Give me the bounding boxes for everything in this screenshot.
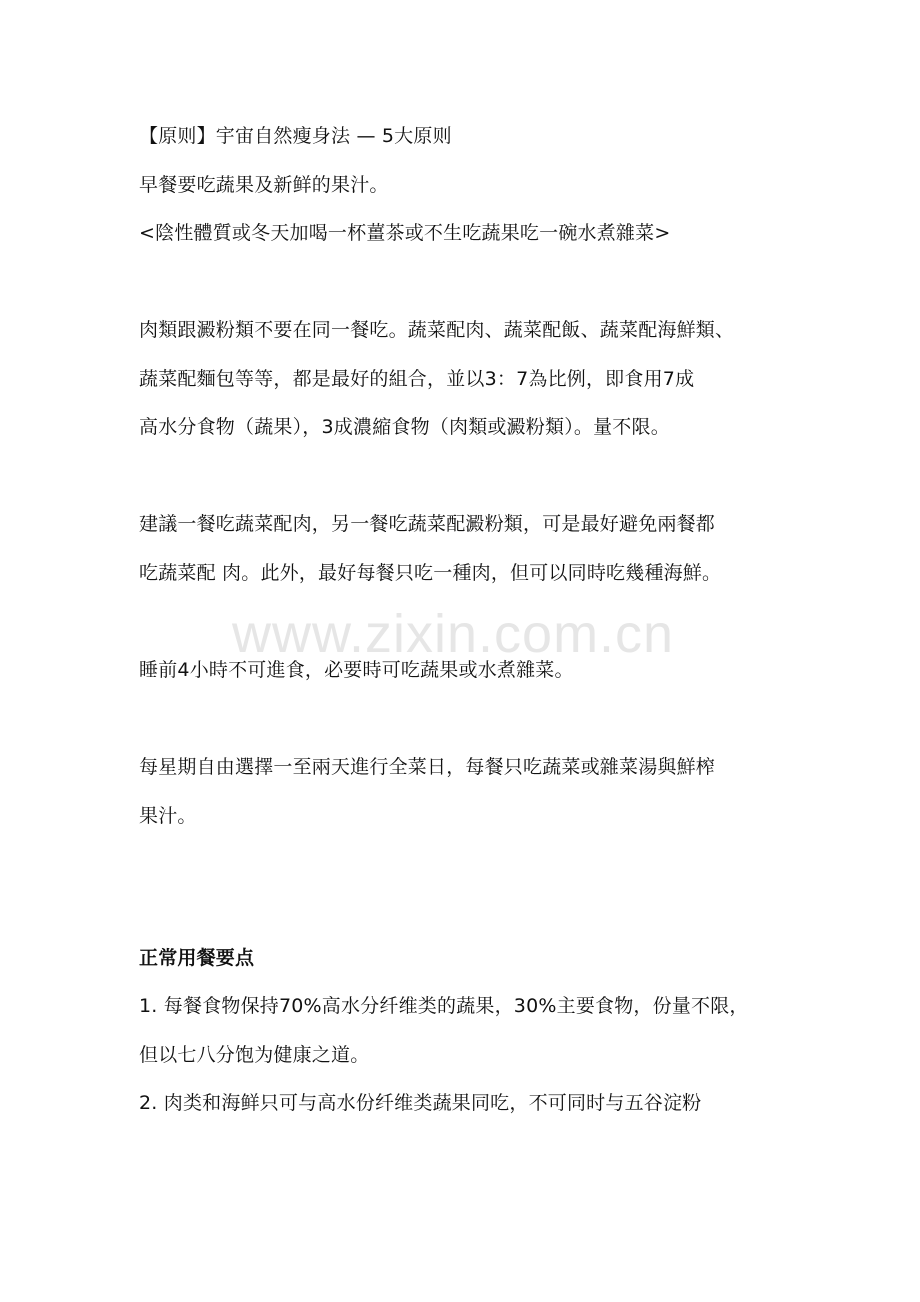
body-line: 吃蔬菜配 肉。此外，最好每餐只吃一種肉，但可以同時吃幾種海鮮。	[139, 562, 722, 584]
list-item: 2. 肉类和海鲜只可与高水份纤维类蔬果同吃，不可同时与五谷淀粉	[139, 1092, 702, 1114]
principle-heading: 【原则】宇宙自然瘦身法 — 5大原则	[139, 125, 452, 147]
body-line: 每星期自由選擇一至兩天進行全菜日，每餐只吃蔬菜或雜菜湯與鮮榨	[139, 756, 716, 778]
section-title: 正常用餐要点	[139, 947, 255, 969]
list-item-continuation: 但以七八分饱为健康之道。	[139, 1044, 370, 1066]
body-line: 肉類跟澱粉類不要在同一餐吃。蔬菜配肉、蔬菜配飯、蔬菜配海鮮類、	[139, 319, 735, 341]
body-line: 建議一餐吃蔬菜配肉，另一餐吃蔬菜配澱粉類，可是最好避免兩餐都	[139, 513, 716, 535]
body-line: <陰性體質或冬天加喝一杯薑茶或不生吃蔬果吃一碗水煮雜菜>	[139, 222, 671, 244]
list-item: 1. 每餐食物保持70%高水分纤维类的蔬果，30%主要食物，份量不限，	[139, 995, 749, 1017]
body-line: 果汁。	[139, 805, 197, 827]
watermark: www.zixin.com.cn	[232, 604, 675, 664]
body-line: 早餐要吃蔬果及新鲜的果汁。	[139, 174, 389, 196]
body-line: 蔬菜配麵包等等，都是最好的組合，並以3：7為比例，即食用7成	[139, 368, 695, 390]
body-line: 睡前4小時不可進食，必要時可吃蔬果或水煮雜菜。	[139, 659, 574, 681]
body-line: 高水分食物（蔬果），3成濃縮食物（肉類或澱粉類）。量不限。	[139, 416, 670, 438]
